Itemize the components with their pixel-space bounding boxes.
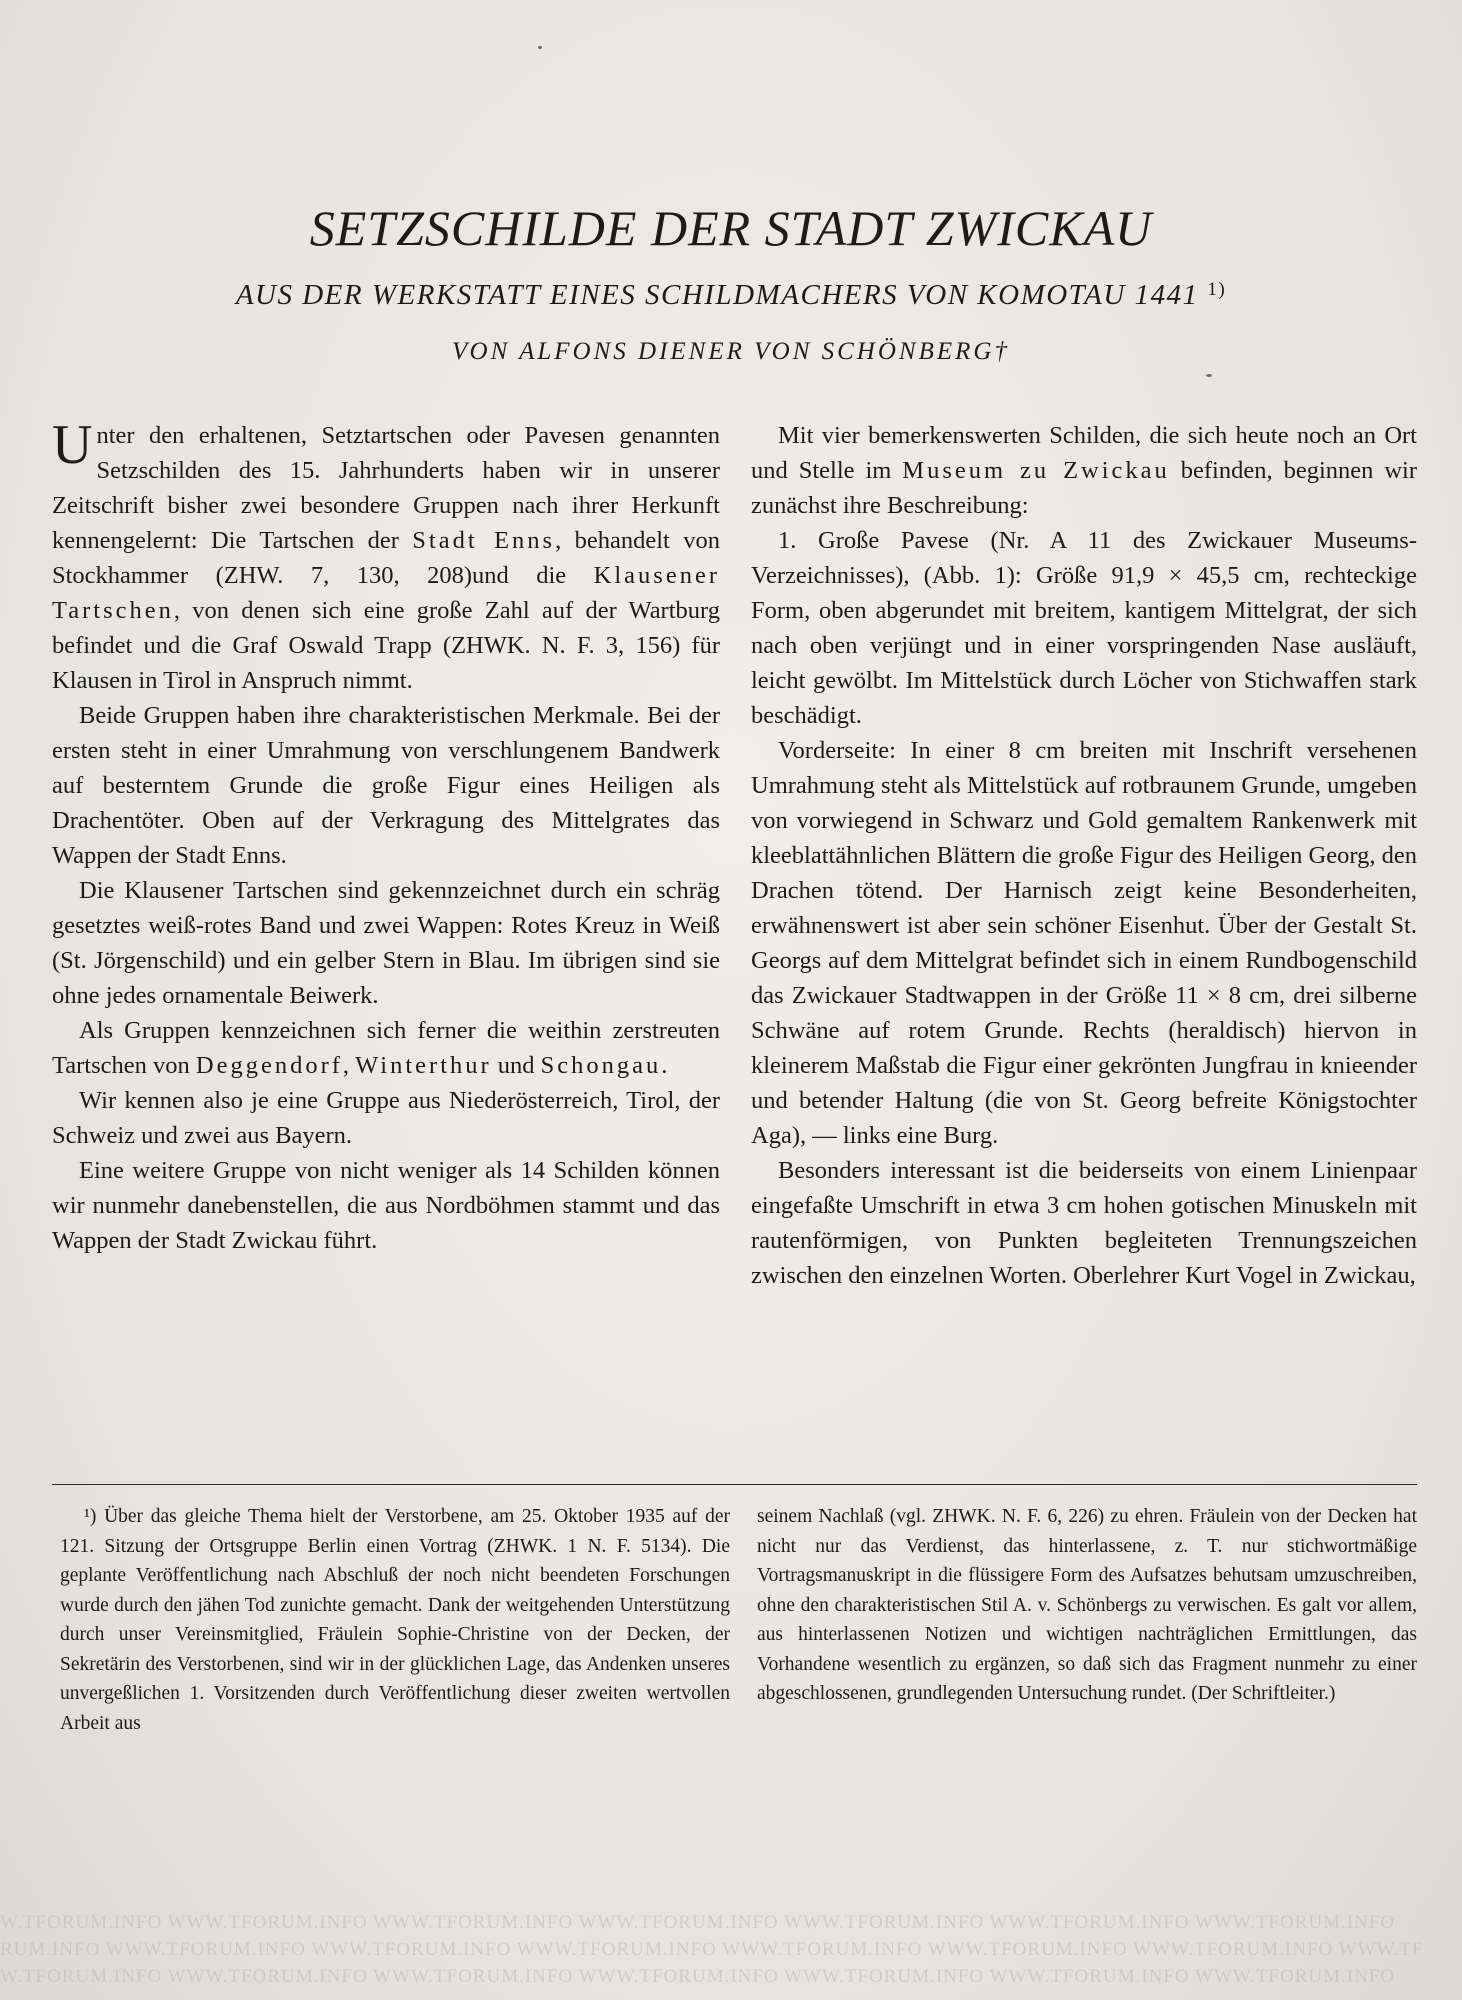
paragraph-text: . [661, 1052, 668, 1079]
footnote-separator [52, 1484, 1417, 1485]
drop-cap: U [52, 414, 93, 476]
paragraph: Die Klausener Tartschen sind gekennzeichnet durch ein schräg gesetztes weiß-rotes Band und zwei Wappen: Rotes Kreuz in Weiß (St. Jörgenschild) und ein gelber Stern in Blau. Im übrigen sind sie ohne jedes ornamentale Beiwerk. [52, 877, 720, 1009]
paragraph [52, 1013, 720, 1083]
paragraph: Beide Gruppen haben ihre charakteristischen Merkmale. Bei der ersten steht in einer Umrahmung von verschlungenem Bandwerk auf besterntem Grunde die große Figur eines Heiligen als Drachentöter. Oben auf der Verkragung des Mittelgrates das Wappen der Stadt Enns. [52, 702, 720, 869]
paragraph-text: nter den erhaltenen, Setztartschen oder Pavesen genannten Setzschilden des 15. Jahrhunderts haben wir in unserer Zeitschrift bisher zwei besondere Gruppen nach ihrer Herkunft kennengelernt: Die Tartschen der [52, 422, 720, 554]
article-title: SETZSCHILDE DER STADT ZWICKAU [309, 200, 1153, 256]
paragraph-text: , von denen sich eine große Zahl auf der Wartburg befindet und die Graf Oswald Trapp (ZHWK. N. F. 3, 156) für Klausen in Tirol in Anspruch nimmt. [52, 597, 720, 694]
spaced-term: Klausener Tartschen [52, 562, 720, 624]
article-author: VON ALFONS DIENER VON SCHÖNBERG† [452, 338, 1010, 365]
print-speck [1206, 374, 1212, 377]
spaced-term: Stadt Enns [412, 527, 556, 554]
paragraph-text: , behandelt von Stockhammer (ZHW. 7, 130, 208)und die [52, 527, 720, 589]
print-speck [538, 46, 542, 49]
footnote-text: seinem Nachlaß (vgl. ZHWK. N. F. 6, 226) zu ehren. Fräulein von der Decken hat nicht nur das Verdienst, das hinterlassene, z. T. nur stichwortmäßige Vortragsmanuskript in die flüssigere Form des Aufsatzes behutsam umzuschreiben, ohne den charakteristischen Stil A. v. Schönbergs zu verwischen. Es galt vor allem, aus hinterlassenen Notizen und wichtigen nachträglichen Ermittlungen, das Vorhandene wesentlich zu ergänzen, so daß sich das Fragment nunmehr zu einer abgeschlossenen, grundlegenden Untersuchung rundet. (Der Schriftleiter.) [757, 1506, 1417, 1704]
paragraph: Wir kennen also je eine Gruppe aus Niederösterreich, Tirol, der Schweiz und zwei aus Bayern. [52, 1087, 720, 1149]
paragraph-text: Mit vier bemerkenswerten Schilden, die sich heute noch an Ort und Stelle im [751, 422, 1417, 484]
paragraph: Eine weitere Gruppe von nicht weniger als 14 Schilden können wir nunmehr danebenstellen, die aus Nordböhmen stammt und das Wappen der Stadt Zwickau führt. [52, 1157, 720, 1254]
watermark-line: W.TFORUM.INFO WWW.TFORUM.INFO WWW.TFORUM.INFO WWW.TFORUM.INFO WWW.TFORUM.INFO WWW.TFORUM.INFO WWW.TFORUM.INFO [0, 1912, 1396, 1933]
footnote-right [757, 1502, 1417, 1709]
watermark-line: W.TFORUM.INFO WWW.TFORUM.INFO WWW.TFORUM.INFO WWW.TFORUM.INFO WWW.TFORUM.INFO WWW.TFORUM.INFO WWW.TFORUM.INFO [0, 1966, 1396, 1987]
paragraph: Vorderseite: In einer 8 cm breiten mit Inschrift versehenen Umrahmung steht als Mittelstück auf rotbraunem Grunde, umgeben von vorwiegend in Schwarz und Gold gemaltem Rankenwerk mit kleeblattähnlichen Blättern die große Figur des Heiligen Georg, den Drachen tötend. Der Harnisch zeigt keine Besonderheiten, erwähnenswert ist aber sein schöner Eisenhut. Über der Gestalt St. Georgs auf dem Mittelgrat befindet sich in einem Rundbogenschild das Zwickauer Stadtwappen in der Größe 11 × 8 cm, drei silberne Schwäne auf rotem Grunde. Rechts (heraldisch) hiervon in kleinerem Maßstab die Figur einer gekrönten Jungfrau in knieender und betender Haltung (die von St. Georg befreite Königstochter Aga), — links eine Burg. [751, 737, 1417, 1149]
spaced-term: Museum zu Zwickau [902, 457, 1170, 484]
paragraph-text: Als Gruppen kennzeichnen sich ferner die weithin zerstreuten Tartschen von [52, 1017, 720, 1079]
spaced-term: Schongau [540, 1052, 662, 1079]
footnote-left [60, 1502, 730, 1738]
paragraph-text: und [491, 1052, 541, 1079]
paragraph [751, 418, 1417, 523]
paragraph: Besonders interessant ist die beiderseits von einem Linienpaar eingefaßte Umschrift in etwa 3 cm hohen gotischen Minuskeln mit rautenförmigen, von Punkten begleiteten Trennungszeichen zwischen den einzelnen Worten. Oberlehrer Kurt Vogel in Zwickau, [751, 1157, 1417, 1289]
spaced-term: Winterthur [355, 1052, 492, 1079]
article-subtitle [0, 270, 1462, 315]
paragraph-text: , [342, 1052, 356, 1079]
subtitle-text: AUS DER WERKSTATT EINES SCHILDMACHERS VON KOMOTAU 1441 [235, 279, 1199, 311]
right-column [751, 418, 1417, 1293]
paragraph: 1. Große Pavese (Nr. A 11 des Zwickauer Museums-Verzeichnisses), (Abb. 1): Größe 91,9 × 45,5 cm, rechteckige Form, oben abgerundet mit breitem, kantigem Mittelgrat, der sich nach oben verjüngt und in einer vorspringenden Nase ausläuft, leicht gewölbt. Im Mittelstück durch Löcher von Stichwaffen stark beschädigt. [751, 527, 1417, 729]
watermark-line: RUM.INFO WWW.TFORUM.INFO WWW.TFORUM.INFO WWW.TFORUM.INFO WWW.TFORUM.INFO WWW.TFORUM.INFO WWW.TFORUM.INFO WWW.TF [0, 1939, 1424, 1960]
paragraph-text: befinden, beginnen wir zunächst ihre Beschreibung: [751, 457, 1417, 519]
left-column [52, 414, 720, 1258]
footnote-text: ¹) Über das gleiche Thema hielt der Verstorbene, am 25. Oktober 1935 auf der 121. Sitzung der Ortsgruppe Berlin einen Vortrag (ZHWK. 1 N. F. 5134). Die geplante Veröffentlichung nach Abschluß der noch nicht beendeten Forschungen wurde durch den jähen Tod zunichte gemacht. Dank der weitgehenden Unterstützung durch unser Vereinsmitglied, Fräulein Sophie-Christine von der Decken, der Sekretärin des Verstorbenen, sind wir in der glücklichen Lage, das Andenken unseres unvergeßlichen 1. Vorsitzenden durch Veröffentlichung dieser zweiten wertvollen Arbeit aus [60, 1506, 730, 1734]
paragraph [52, 414, 720, 698]
footnote-marker: 1) [1207, 279, 1227, 300]
spaced-term: Deggendorf [195, 1052, 343, 1079]
